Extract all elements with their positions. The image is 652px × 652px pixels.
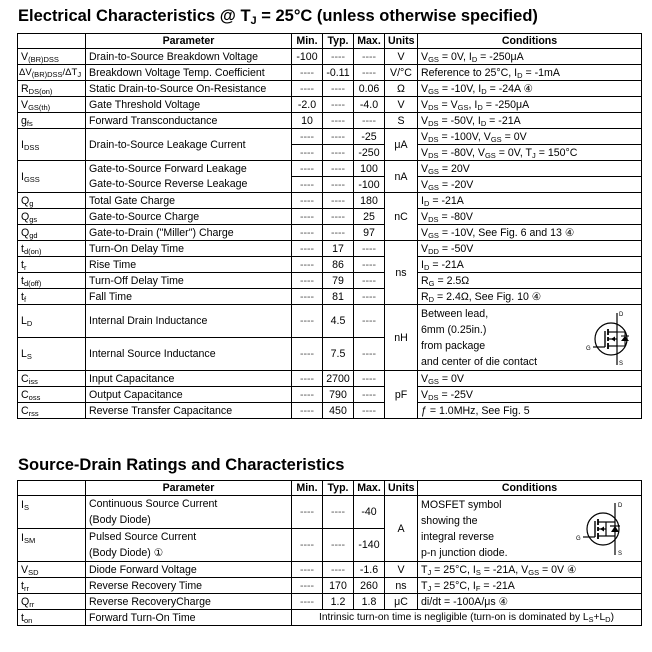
symbol-cell: $C_{oss}$ xyxy=(18,387,86,403)
table-row xyxy=(18,241,642,257)
conditions-line: showing the xyxy=(421,515,478,527)
units-cell: V xyxy=(385,49,418,65)
source-drain-table xyxy=(17,480,642,626)
max-cell: ---- xyxy=(354,403,385,419)
table-row xyxy=(18,225,642,241)
min-cell: ---- xyxy=(292,193,323,209)
parameter-cell: Forward Turn-On Time xyxy=(86,610,292,626)
header-parameter: Parameter xyxy=(86,481,292,496)
min-cell: ---- xyxy=(292,403,323,419)
min-cell: ---- xyxy=(292,305,323,338)
typ-cell: 86 xyxy=(323,257,354,273)
max-cell: -100 xyxy=(354,177,385,193)
parameter-cell: Total Gate Charge xyxy=(86,193,292,209)
units-cell: ns xyxy=(385,241,418,305)
symbol-cell: $V_{SD}$ xyxy=(18,562,86,578)
min-cell: ---- xyxy=(292,371,323,387)
table-row xyxy=(18,65,642,81)
conditions-cell: $T_J = 25^\circ C$, $I_F = -21A$ xyxy=(418,578,642,594)
table-row xyxy=(18,209,642,225)
units-cell: V xyxy=(385,562,418,578)
symbol-cell: $I_S$ xyxy=(18,496,86,529)
conditions-cell: $T_J = 25^\circ C$, $I_S = -21A$, $V_{GS} = 0V$ ④ xyxy=(418,562,642,578)
units-cell: pF xyxy=(385,371,418,419)
symbol-cell: $t_r$ xyxy=(18,257,86,273)
parameter-cell: Output Capacitance xyxy=(86,387,292,403)
conditions-line: integral reverse xyxy=(421,531,495,543)
typ-cell: ---- xyxy=(323,225,354,241)
typ-cell: ---- xyxy=(323,49,354,65)
conditions-line: from package xyxy=(421,340,486,352)
min-cell: ---- xyxy=(292,578,323,594)
max-cell: 1.8 xyxy=(354,594,385,610)
units-cell: nA xyxy=(385,161,418,193)
table-row xyxy=(18,113,642,129)
parameter-cell: Drain-to-Source Leakage Current xyxy=(86,129,292,161)
max-cell: -1.6 xyxy=(354,562,385,578)
parameter-cell: Diode Forward Voltage xyxy=(86,562,292,578)
min-cell: -100 xyxy=(292,49,323,65)
parameter-cell: Turn-Off Delay Time xyxy=(86,273,292,289)
table-row xyxy=(18,49,642,65)
typ-cell: ---- xyxy=(323,177,354,193)
conditions-line: 6mm (0.25in.) xyxy=(421,324,487,336)
parameter-cell: Gate-to-Source Charge xyxy=(86,209,292,225)
symbol-cell: $V_{GS(th)}$ xyxy=(18,97,86,113)
header-conditions: Conditions xyxy=(418,34,642,49)
min-cell: ---- xyxy=(292,562,323,578)
symbol-cell: $V_{(BR)DSS}$ xyxy=(18,49,86,65)
max-cell: ---- xyxy=(354,338,385,371)
drain-label: D xyxy=(618,503,623,509)
table-row xyxy=(18,403,642,419)
conditions-line: and center of die contact xyxy=(421,356,538,368)
header-max: Max. xyxy=(354,481,385,496)
typ-cell: ---- xyxy=(323,209,354,225)
parameter-cell: Breakdown Voltage Temp. Coefficient xyxy=(86,65,292,81)
symbol-cell: $C_{rss}$ xyxy=(18,403,86,419)
min-cell: -2.0 xyxy=(292,97,323,113)
typ-cell: 79 xyxy=(323,273,354,289)
symbol-cell: $L_S$ xyxy=(18,338,86,371)
table-row xyxy=(18,387,642,403)
header-parameter: Parameter xyxy=(86,34,292,49)
units-cell: V xyxy=(385,97,418,113)
typ-cell: 790 xyxy=(323,387,354,403)
conditions-cell: $R_D = 2.4\Omega$, See Fig. 10 ④ xyxy=(418,289,642,305)
typ-cell: ---- xyxy=(323,97,354,113)
source-drain-title: Source-Drain Ratings and Characteristics xyxy=(18,456,345,474)
parameter-cell: Gate-to-Source Reverse Leakage xyxy=(86,177,292,193)
parameter-cell: Gate-to-Drain ("Miller") Charge xyxy=(86,225,292,241)
symbol-cell: $t_{on}$ xyxy=(18,610,86,626)
conditions-cell: $R_G = 2.5\Omega$ xyxy=(418,273,642,289)
table-row xyxy=(18,97,642,113)
electrical-characteristics-table xyxy=(17,33,642,419)
max-cell: -250 xyxy=(354,145,385,161)
conditions-cell: $V_{GS} = 0V$ xyxy=(418,371,642,387)
header-symbol xyxy=(18,34,86,49)
conditions-cell: $V_{DS} = -80V$, $V_{GS} = 0V$, $T_J = 150^\circ C$ xyxy=(418,145,642,161)
units-cell: V/°C xyxy=(385,65,418,81)
header-symbol xyxy=(18,481,86,496)
table-row xyxy=(18,610,642,626)
header-max: Max. xyxy=(354,34,385,49)
mosfet-diode-symbol-icon xyxy=(575,499,635,557)
typ-cell: ---- xyxy=(323,129,354,145)
min-cell: ---- xyxy=(292,594,323,610)
table-row xyxy=(18,371,642,387)
table-header-row xyxy=(18,34,642,49)
min-cell: ---- xyxy=(292,387,323,403)
symbol-cell: $t_{d(off)}$ xyxy=(18,273,86,289)
conditions-cell: di/dt = -100A/μs ④ xyxy=(418,594,642,610)
table-header-row xyxy=(18,481,642,496)
max-cell: -4.0 xyxy=(354,97,385,113)
typ-cell: ---- xyxy=(323,81,354,97)
parameter-cell: Pulsed Source Current (Body Diode) ① xyxy=(86,529,292,562)
min-cell: ---- xyxy=(292,129,323,145)
typ-cell: ---- xyxy=(323,113,354,129)
source-label: S xyxy=(619,361,624,367)
header-min: Min. xyxy=(292,481,323,496)
conditions-cell: Intrinsic turn-on time is negligible (turn-on is dominated by $L_S+L_D$) xyxy=(292,610,642,626)
symbol-cell: $t_{d(on)}$ xyxy=(18,241,86,257)
units-cell: μA xyxy=(385,129,418,161)
max-cell: 25 xyxy=(354,209,385,225)
table-row xyxy=(18,578,642,594)
table-row xyxy=(18,562,642,578)
max-cell: ---- xyxy=(354,305,385,338)
typ-cell: 450 xyxy=(323,403,354,419)
table-row xyxy=(18,305,642,338)
drain-label: D xyxy=(619,312,624,318)
parameter-cell: Internal Drain Inductance xyxy=(86,305,292,338)
table-row xyxy=(18,81,642,97)
conditions-cell: $V_{DS} = V_{GS}$, $I_D = -250\mu A$ xyxy=(418,97,642,113)
max-cell: -25 xyxy=(354,129,385,145)
electrical-characteristics-title: Electrical Characteristics @ $T_J = 25^\circ C$ (unless otherwise specified) xyxy=(18,7,538,27)
symbol-cell: $t_f$ xyxy=(18,289,86,305)
min-cell: ---- xyxy=(292,225,323,241)
table-row xyxy=(18,289,642,305)
typ-cell: 4.5 xyxy=(323,305,354,338)
conditions-cell: $V_{DD} = -50V$ xyxy=(418,241,642,257)
table-row xyxy=(18,257,642,273)
max-cell: 180 xyxy=(354,193,385,209)
min-cell: ---- xyxy=(292,496,323,529)
min-cell: ---- xyxy=(292,161,323,177)
units-cell: ns xyxy=(385,578,418,594)
conditions-cell: $V_{DS} = -25V$ xyxy=(418,387,642,403)
min-cell: ---- xyxy=(292,257,323,273)
conditions-cell: $V_{GS} = -20V$ xyxy=(418,177,642,193)
max-cell: 100 xyxy=(354,161,385,177)
parameter-cell: Forward Transconductance xyxy=(86,113,292,129)
max-cell: ---- xyxy=(354,289,385,305)
typ-cell: 170 xyxy=(323,578,354,594)
conditions-cell: $V_{GS} = 20V$ xyxy=(418,161,642,177)
symbol-cell: $Q_{gd}$ xyxy=(18,225,86,241)
typ-cell: 7.5 xyxy=(323,338,354,371)
table-row xyxy=(18,177,642,193)
min-cell: ---- xyxy=(292,241,323,257)
conditions-cell: $V_{DS} = -100V$, $V_{GS} = 0V$ xyxy=(418,129,642,145)
conditions-cell: $V_{GS} = 0V$, $I_D = -250\mu A$ xyxy=(418,49,642,65)
table-row xyxy=(18,129,642,145)
parameter-cell: Fall Time xyxy=(86,289,292,305)
parameter-cell: Gate-to-Source Forward Leakage xyxy=(86,161,292,177)
parameter-cell: Drain-to-Source Breakdown Voltage xyxy=(86,49,292,65)
symbol-cell: $R_{DS(on)}$ xyxy=(18,81,86,97)
max-cell: 0.06 xyxy=(354,81,385,97)
symbol-cell: $I_{GSS}$ xyxy=(18,161,86,193)
conditions-cell: $V_{DS} = -50V$, $I_D = -21A$ xyxy=(418,113,642,129)
header-min: Min. xyxy=(292,34,323,49)
typ-cell: ---- xyxy=(323,193,354,209)
max-cell: ---- xyxy=(354,387,385,403)
max-cell: 97 xyxy=(354,225,385,241)
conditions-cell: $V_{DS} = -80V$ xyxy=(418,209,642,225)
conditions-cell: $V_{GS} = -10V$, $I_D = -24A$ ④ xyxy=(418,81,642,97)
min-cell: ---- xyxy=(292,81,323,97)
max-cell: -140 xyxy=(354,529,385,562)
gate-label: G xyxy=(576,536,581,542)
symbol-cell: $Q_{rr}$ xyxy=(18,594,86,610)
parameter-cell: Continuous Source Current (Body Diode) xyxy=(86,496,292,529)
typ-cell: 81 xyxy=(323,289,354,305)
max-cell: -40 xyxy=(354,496,385,529)
symbol-cell: $C_{iss}$ xyxy=(18,371,86,387)
symbol-cell: $I_{SM}$ xyxy=(18,529,86,562)
table-row xyxy=(18,193,642,209)
max-cell: ---- xyxy=(354,49,385,65)
header-units: Units xyxy=(385,481,418,496)
typ-cell: ---- xyxy=(323,562,354,578)
units-cell: S xyxy=(385,113,418,129)
max-cell: ---- xyxy=(354,371,385,387)
min-cell: ---- xyxy=(292,529,323,562)
table-row xyxy=(18,273,642,289)
symbol-cell: $Q_{gs}$ xyxy=(18,209,86,225)
symbol-cell: $I_{DSS}$ xyxy=(18,129,86,161)
table-row xyxy=(18,161,642,177)
parameter-cell: Gate Threshold Voltage xyxy=(86,97,292,113)
min-cell: ---- xyxy=(292,145,323,161)
min-cell: ---- xyxy=(292,65,323,81)
symbol-cell: $t_{rr}$ xyxy=(18,578,86,594)
header-conditions: Conditions xyxy=(418,481,642,496)
typ-cell: 1.2 xyxy=(323,594,354,610)
units-cell: nC xyxy=(385,193,418,241)
typ-cell: 17 xyxy=(323,241,354,257)
conditions-cell: $I_D = -21A$ xyxy=(418,257,642,273)
min-cell: 10 xyxy=(292,113,323,129)
conditions-cell: $I_D = -21A$ xyxy=(418,193,642,209)
parameter-cell: Input Capacitance xyxy=(86,371,292,387)
mosfet-symbol-icon xyxy=(583,309,635,367)
min-cell: ---- xyxy=(292,209,323,225)
units-cell: A xyxy=(385,496,418,562)
conditions-line: Between lead, xyxy=(421,308,489,320)
header-typ: Typ. xyxy=(323,481,354,496)
conditions-cell: Reference to 25°C, $I_D = -1mA$ xyxy=(418,65,642,81)
max-cell: ---- xyxy=(354,241,385,257)
parameter-cell: Reverse RecoveryCharge xyxy=(86,594,292,610)
max-cell: ---- xyxy=(354,65,385,81)
typ-cell: 2700 xyxy=(323,371,354,387)
min-cell: ---- xyxy=(292,177,323,193)
conditions-cell: ƒ = 1.0MHz, See Fig. 5 xyxy=(418,403,642,419)
conditions-line: p-n junction diode. xyxy=(421,547,508,559)
symbol-cell: $L_D$ xyxy=(18,305,86,338)
symbol-cell: $\Delta V_{(BR)DSS}/\Delta T_J$ xyxy=(18,65,86,81)
table-row xyxy=(18,594,642,610)
diode-conditions-cell xyxy=(418,496,642,562)
typ-cell: ---- xyxy=(323,145,354,161)
max-cell: ---- xyxy=(354,273,385,289)
parameter-cell: Rise Time xyxy=(86,257,292,273)
header-units: Units xyxy=(385,34,418,49)
typ-cell: ---- xyxy=(323,529,354,562)
typ-cell: ---- xyxy=(323,161,354,177)
conditions-cell: $V_{GS} = -10V$, See Fig. 6 and 13 ④ xyxy=(418,225,642,241)
gate-label: G xyxy=(586,346,591,352)
units-cell: Ω xyxy=(385,81,418,97)
min-cell: ---- xyxy=(292,289,323,305)
header-typ: Typ. xyxy=(323,34,354,49)
parameter-cell: Reverse Transfer Capacitance xyxy=(86,403,292,419)
symbol-cell: $Q_g$ xyxy=(18,193,86,209)
parameter-cell: Internal Source Inductance xyxy=(86,338,292,371)
typ-cell: ---- xyxy=(323,496,354,529)
inductance-conditions-cell xyxy=(418,305,642,371)
units-cell: nH xyxy=(385,305,418,371)
parameter-cell: Turn-On Delay Time xyxy=(86,241,292,257)
max-cell: 260 xyxy=(354,578,385,594)
min-cell: ---- xyxy=(292,273,323,289)
units-cell: μC xyxy=(385,594,418,610)
min-cell: ---- xyxy=(292,338,323,371)
symbol-cell: $g_{fs}$ xyxy=(18,113,86,129)
max-cell: ---- xyxy=(354,113,385,129)
conditions-line: MOSFET symbol xyxy=(421,499,502,511)
max-cell: ---- xyxy=(354,257,385,273)
parameter-cell: Static Drain-to-Source On-Resistance xyxy=(86,81,292,97)
typ-cell: -0.11 xyxy=(323,65,354,81)
table-row xyxy=(18,496,642,529)
source-label: S xyxy=(618,551,623,557)
parameter-cell: Reverse Recovery Time xyxy=(86,578,292,594)
